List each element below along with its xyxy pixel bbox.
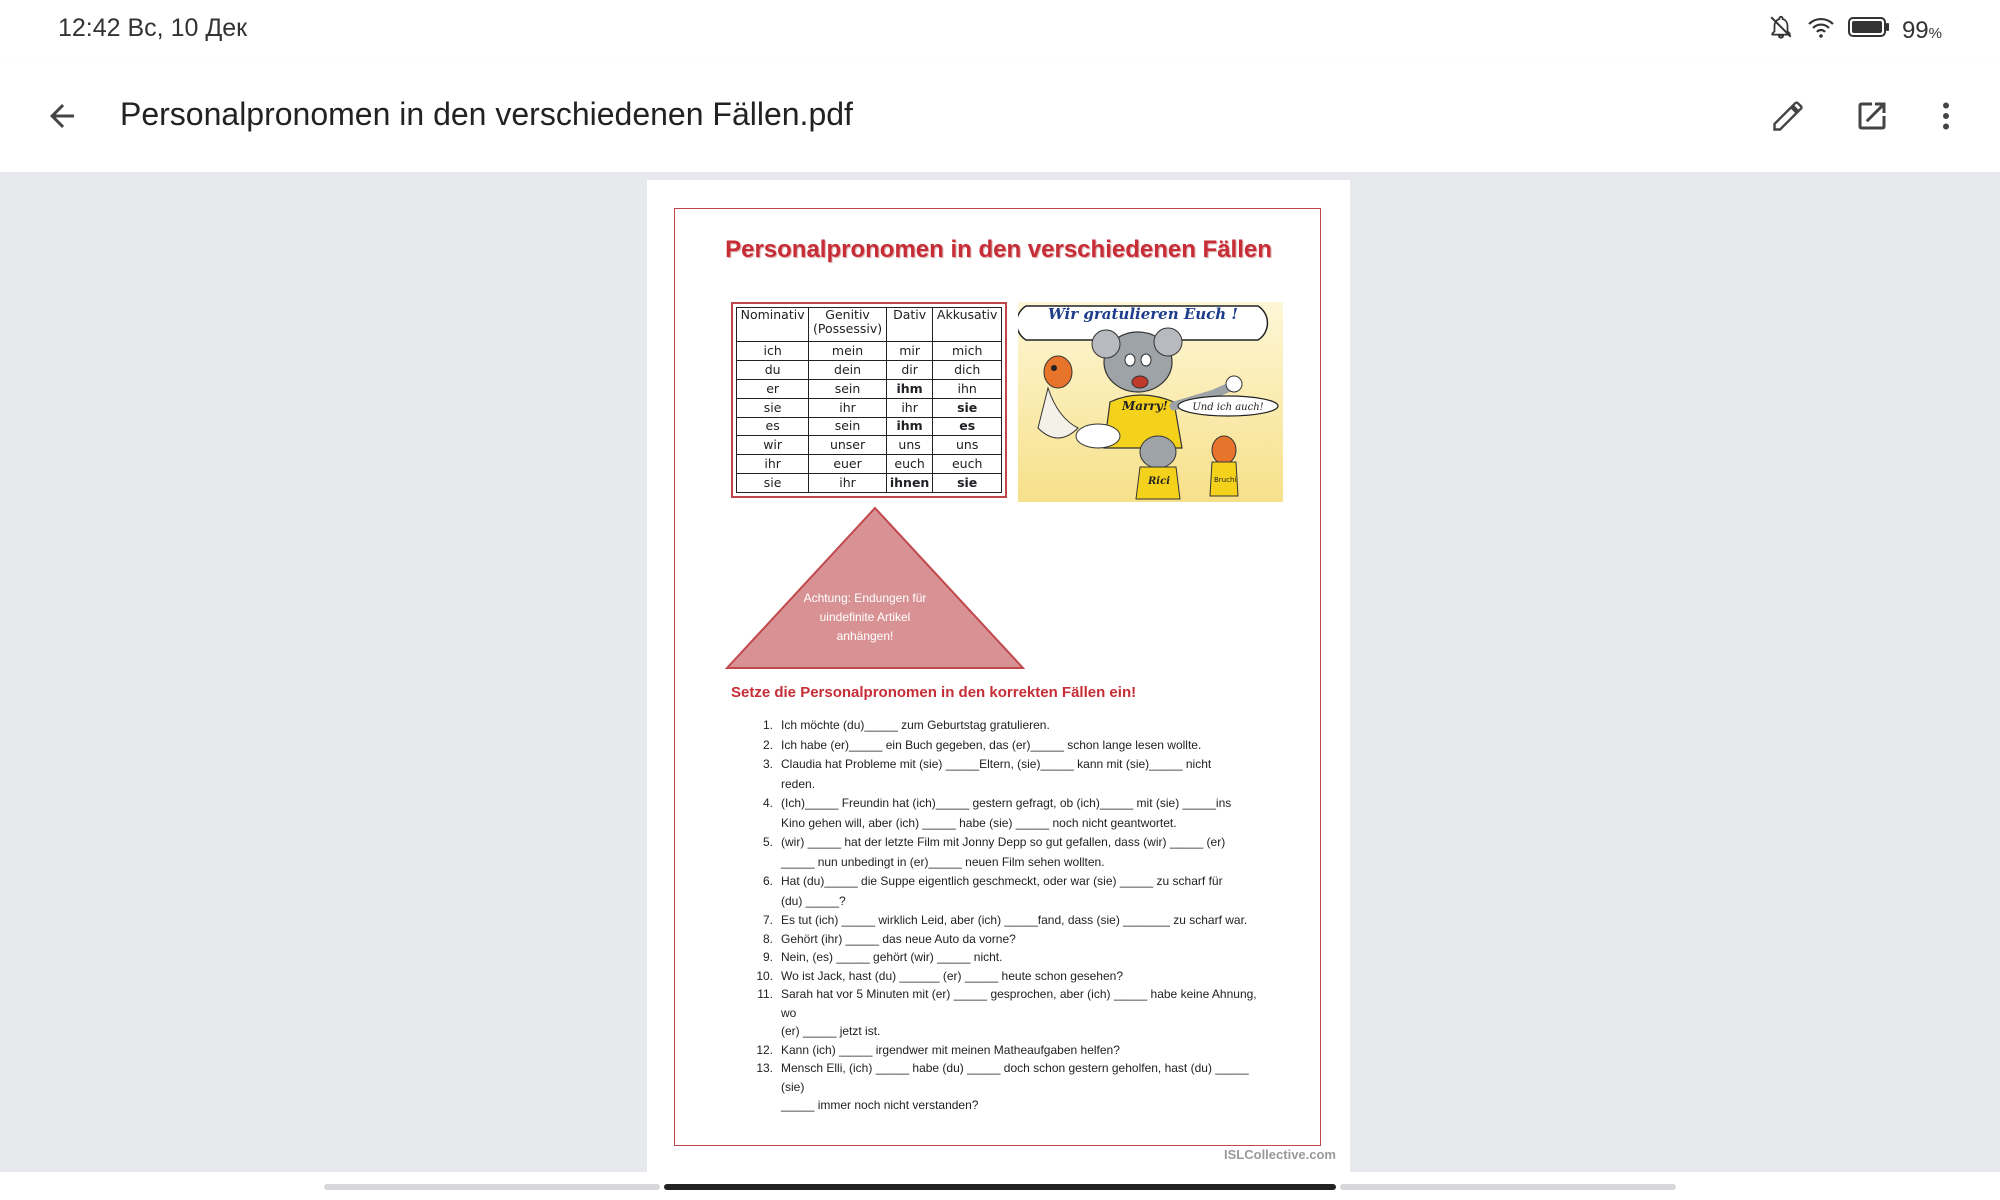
more-vertical-icon [1928,98,1964,134]
triangle-text-line-3: anhängen! [836,629,894,643]
triangle-text-line-2: uindefinite Artikel [819,610,911,624]
edit-button[interactable] [1756,84,1820,148]
list-item: 6. Hat (du)_____ die Suppe eigentlich geschmeckt, oder war (sie) _____ zu scharf für (du) _____? [762,874,1223,908]
open-external-icon [1854,98,1890,134]
page-indicator-bar [0,1172,2000,1200]
table-row: ich mein mir mich [737,342,1002,361]
worksheet-title: Personalpronomen in den verschiedenen Fällen [725,236,1272,263]
status-bar [0,0,2000,60]
table-row: sie ihr ihr sie [737,398,1002,417]
list-item: 10. Wo ist Jack, hast (du) ______ (er) _____ heute schon gesehen? [756,968,1123,983]
list-item: 8. Gehört (ihr) _____ das neue Auto da vorne? [762,931,1016,946]
status-time: 12:42 Вс, 10 Дек [58,14,248,42]
bell-off-icon [1768,14,1794,47]
table-row: sie ihr ihnen sie [737,474,1002,493]
document-title: Personalpronomen in den verschiedenen Fällen.pdf [120,96,853,132]
list-item: 11. Sarah hat vor 5 Minuten mit (er) _____ gesprochen, aber (ich) _____ habe keine Ahnung, wo (er) _____ jetzt ist. [757,987,1257,1038]
triangle-text-line-1: Achtung: Endungen für [803,591,927,605]
back-button[interactable] [30,84,94,148]
back-arrow-icon [44,98,80,134]
watermark: ISLCollective.com [1224,1147,1336,1162]
table-header: Nominativ [737,308,809,342]
edit-pencil-icon [1770,98,1806,134]
list-item: 4. (Ich)_____ Freundin hat (ich)_____ gestern gefragt, ob (ich)_____ mit (sie) _____ins Kino gehen will, aber (ich) _____ habe (sie) _____ noch nicht geantwortet. [762,796,1232,830]
exercise-list [731,716,1271,1115]
page-indicator-previous[interactable] [324,1184,660,1190]
list-item: 7. Es tut (ich) _____ wirklich Leid, aber (ich) _____fand, dass (sie) _______ zu scharf war. [762,913,1248,927]
list-item: 12. Kann (ich) _____ irgendwer mit meinen Matheaufgaben helfen? [756,1042,1120,1057]
table-header: Dativ [886,308,933,342]
pdf-page[interactable] [647,180,1350,1172]
page-indicator-current[interactable] [664,1184,1336,1190]
table-header: Genitiv (Possessiv) [809,308,887,342]
list-item: 5. (wir) _____ hat der letzte Film mit Jonny Depp so gut gefallen, dass (wir) _____ (er) _____ nun unbedingt in (er)_____ neuen Film sehen wollten. [762,835,1226,869]
table-header: Akkusativ [933,308,1002,342]
battery-level: 99% [1901,16,1942,44]
more-options-button[interactable] [1914,84,1978,148]
open-external-button[interactable] [1840,84,1904,148]
shirt-label-1: Marry! [1122,399,1168,413]
wifi-icon [1806,14,1836,47]
list-item: 13. Mensch Elli, (ich) _____ habe (du) _____ doch schon gestern geholfen, hast (du) _____ (sie) _____ immer noch nicht verstanden? [756,1061,1249,1112]
shirt-label-3: Bruchi [1214,476,1237,484]
table-row: du dein dir dich [737,360,1002,379]
pronoun-table [731,302,1007,498]
shirt-label-2: Rici [1148,476,1170,487]
app-bar [0,60,2000,172]
table-row: es sein ihm es [737,417,1002,436]
warning-triangle [725,506,1025,670]
table-row: ihr euer euch euch [737,455,1002,474]
table-row: er sein ihm ihn [737,379,1002,398]
table-row: wir unser uns uns [737,436,1002,455]
status-icons [1768,14,1942,47]
list-item: 2. Ich habe (er)_____ ein Buch gegeben, das (er)_____ schon lange lesen wollte. [762,737,1202,752]
pdf-viewer[interactable] [0,172,2000,1172]
exercise-heading: Setze die Personalpronomen in den korrekten Fällen ein! [731,684,1137,701]
bubble-text: Und ich auch! [1192,402,1264,413]
page-indicator-next[interactable] [1340,1184,1676,1190]
battery-icon [1848,16,1890,45]
congratulations-cartoon [1018,302,1283,502]
banner-text: Wir gratulieren Euch ! [1047,305,1239,323]
list-item: 3. Claudia hat Probleme mit (sie) _____Eltern, (sie)_____ kann mit (sie)_____ nicht reden. [762,757,1212,791]
list-item: 1. Ich möchte (du)_____ zum Geburtstag gratulieren. [762,718,1050,732]
list-item: 9. Nein, (es) _____ gehört (wir) _____ nicht. [762,950,1003,964]
